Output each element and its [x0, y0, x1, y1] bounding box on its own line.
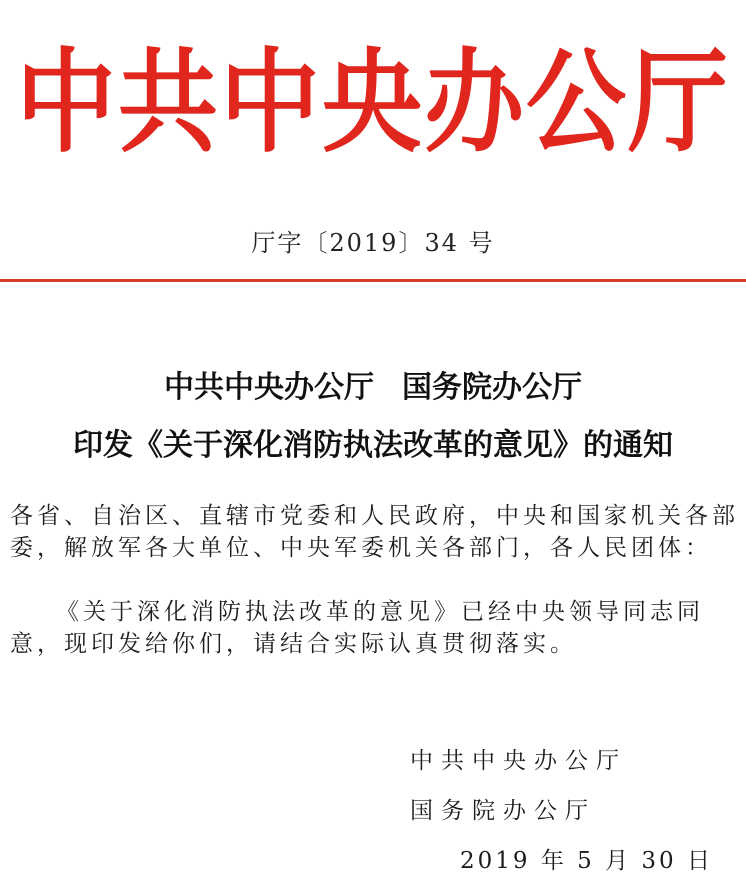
- addressee-paragraph: 各省、自治区、直辖市党委和人民政府，中央和国家机关各部委，解放军各大单位、中央军委机关各部门，各人民团体：: [10, 503, 739, 561]
- red-divider-line: [0, 279, 746, 282]
- title-issuer-1: 中共中央办公厅: [164, 370, 374, 405]
- issue-date: 2019 年 5 月 30 日: [460, 848, 713, 874]
- document-title-line-2: 印发《关于深化消防执法改革的意见》的通知: [73, 428, 673, 463]
- signature-issuer-2: 国务院办公厅: [410, 798, 596, 824]
- document-title-line-1: [0, 368, 746, 408]
- document-number: 厅字〔2019〕34 号: [251, 229, 495, 257]
- title-issuer-2: 国务院办公厅: [402, 370, 582, 405]
- signature-issuer-1: 中共中央办公厅: [410, 748, 627, 774]
- content-paragraph: 《关于深化消防执法改革的意见》已经中央领导同志同意，现印发给你们，请结合实际认真贯彻落实。: [10, 599, 704, 657]
- issuer-header: 中共中央办公厅: [16, 36, 730, 168]
